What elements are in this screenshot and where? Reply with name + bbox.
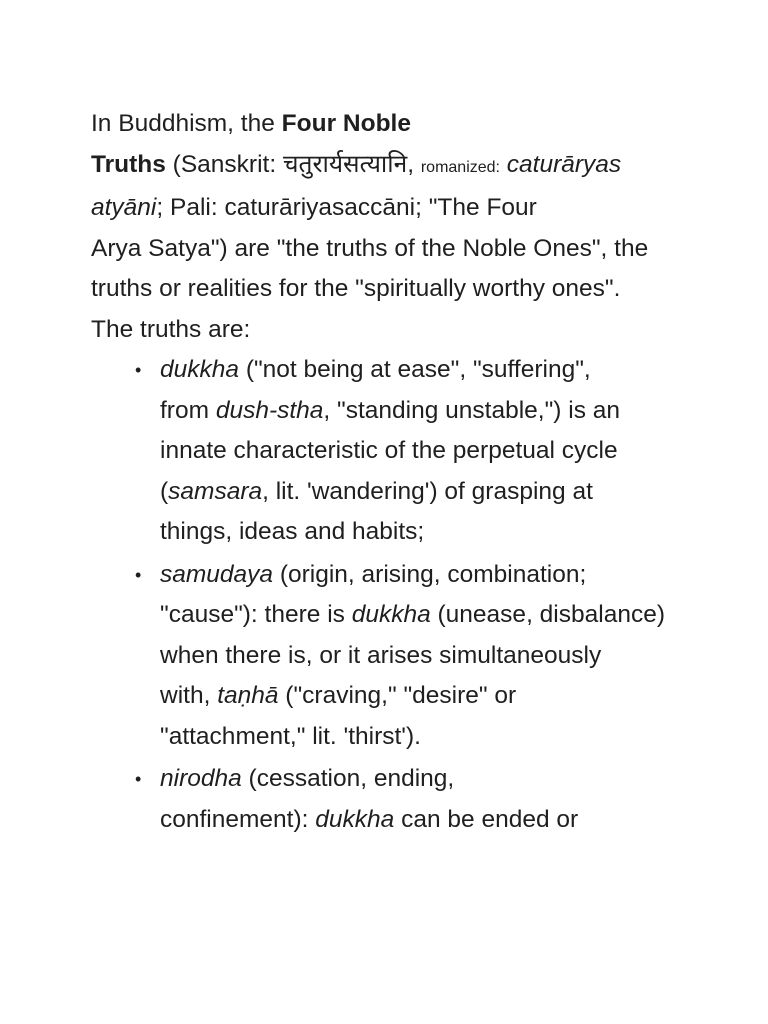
truth-item-nirodha [91, 759, 691, 840]
intro-line-5: truths or realities for the "spiritually worthy ones". [91, 275, 621, 302]
sanskrit-text: (Sanskrit: चतुरार्यसत्यानि, [165, 150, 421, 178]
truth-text: , "standing unstable,") is an [323, 396, 621, 424]
truth-text: when there is, or it arises simultaneously [160, 641, 602, 669]
truth-text: ("craving," "desire" or [278, 682, 517, 709]
truth-text: (cessation, ending, [241, 765, 455, 792]
article-body [91, 104, 691, 842]
bullet-icon: • [135, 769, 142, 789]
romanized-term-end: atyāni [91, 194, 157, 221]
truth-text: ( [160, 477, 169, 505]
intro-line-1 [91, 104, 691, 145]
intro-line-3 [91, 188, 691, 229]
truth-item-dukkha [91, 350, 691, 553]
truth-term: dukkha [351, 601, 431, 628]
romanized-label: romanized: [420, 158, 500, 176]
truth-term: taṇhā [217, 682, 279, 709]
truth-term: samudaya [160, 560, 274, 588]
truths-bold: Truths [91, 150, 166, 178]
truth-text: ("not being at ease", "suffering", [239, 356, 591, 383]
intro-paragraph [91, 104, 691, 350]
four-noble-bold: Four Noble [281, 110, 411, 137]
truth-term: dukkha [160, 356, 240, 383]
truth-text: "cause"): there is [160, 601, 352, 628]
truths-list [91, 350, 691, 840]
truth-text: innate characteristic of the perpetual cycle [160, 437, 618, 464]
truth-text: , lit. 'wandering') of grasping at [262, 477, 593, 505]
truth-term: dush-stha [215, 396, 324, 424]
truth-term: samsara [168, 477, 263, 505]
truth-text: (origin, arising, combination; [273, 560, 587, 588]
truth-text: things, ideas and habits; [160, 518, 425, 545]
truth-text: "attachment," lit. 'thirst'). [160, 722, 421, 750]
romanized-term: caturāryas [500, 150, 622, 178]
intro-line-2 [91, 145, 691, 189]
pali-text: ; Pali: caturāriyasaccāni; "The Four [156, 194, 537, 221]
truth-text: can be ended or [394, 805, 579, 833]
truth-text: (unease, disbalance) [430, 601, 665, 628]
bullet-icon: • [135, 360, 142, 380]
truth-text: from [160, 396, 216, 424]
truth-text: with, [160, 682, 218, 709]
truth-text: confinement): [160, 805, 316, 833]
intro-text: In Buddhism, the [91, 110, 282, 137]
truth-term: nirodha [160, 765, 242, 792]
intro-line-6: The truths are: [91, 315, 251, 343]
truth-term: dukkha [315, 805, 395, 833]
intro-line-4: Arya Satya") are "the truths of the Noble Ones", the [91, 234, 649, 262]
bullet-icon: • [135, 564, 142, 585]
truth-item-samudaya [91, 555, 691, 758]
